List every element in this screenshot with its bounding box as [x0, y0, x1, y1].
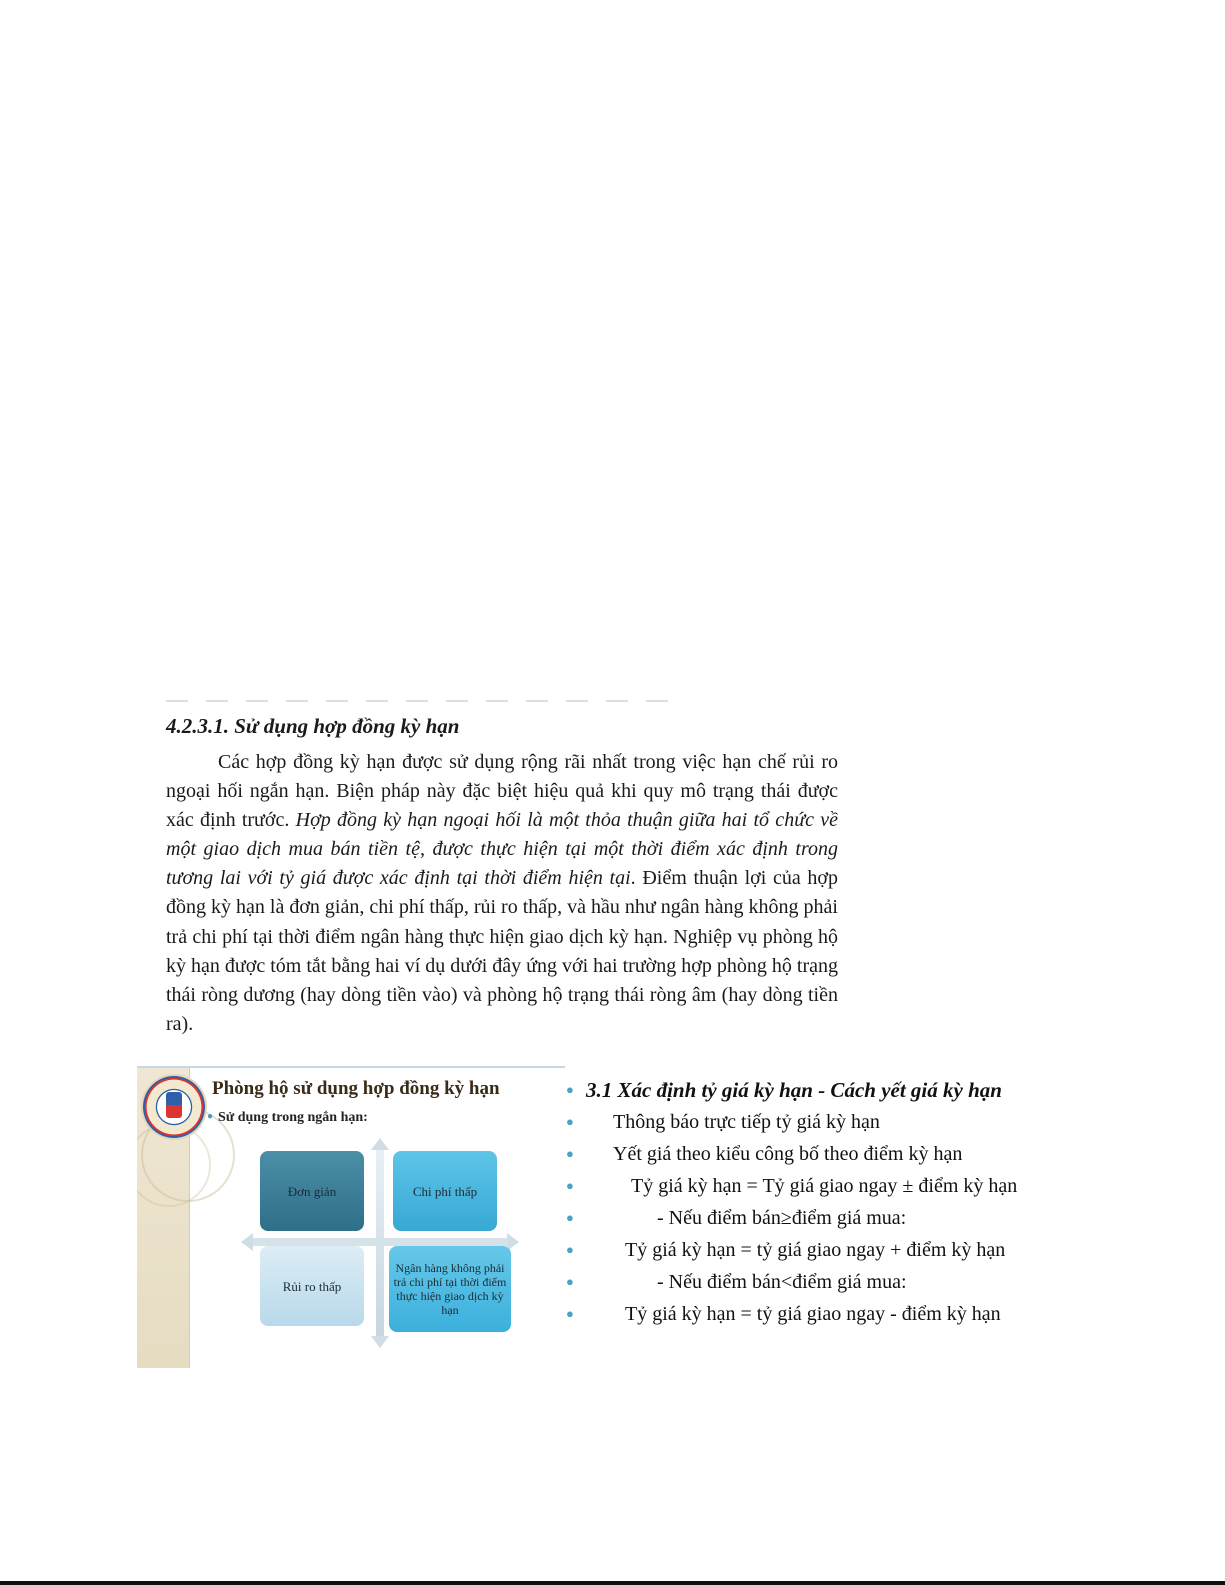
list-item: [566, 1074, 1086, 1106]
paragraph-definition-italic: Hợp đồng kỳ hạn ngoại hối là một thỏa thuận giữa hai tổ chức về một giao dịch mua bán tiền tệ, được thực hiện tại một thời điểm xác định trong tương lai với tỷ giá được xác định tại thời điểm hiện tại: [166, 809, 838, 890]
bullet-icon: ●: [566, 1242, 574, 1257]
list-item: [566, 1298, 1086, 1330]
quadrant-top-right: Chi phí thấp: [393, 1151, 497, 1231]
scan-crop-edge: [166, 700, 676, 702]
list-item: [566, 1202, 1086, 1234]
list-item-text: - Nếu điểm bán≥điểm giá mua:: [657, 1207, 907, 1229]
list-item-text: Yết giá theo kiểu công bố theo điểm kỳ hạn: [613, 1143, 963, 1165]
axis-arrow-up-icon: [371, 1138, 389, 1150]
list-item-text: Tỷ giá kỳ hạn = tỷ giá giao ngay - điểm kỳ hạn: [625, 1303, 1001, 1325]
text-section: [166, 712, 838, 1039]
quadrant-bottom-right: Ngân hàng không phải trả chi phí tại thời điểm thực hiện giao dịch kỳ hạn: [389, 1246, 511, 1332]
list-item: [566, 1234, 1086, 1266]
list-item-text: Thông báo trực tiếp tỷ giá kỳ hạn: [613, 1111, 880, 1133]
bullet-icon: ●: [566, 1178, 574, 1193]
slide-thumbnail: [137, 1066, 565, 1368]
slide-title: Phòng hộ sử dụng hợp đồng kỳ hạn: [212, 1078, 500, 1099]
section-heading: 4.2.3.1. Sử dụng hợp đồng kỳ hạn: [166, 714, 460, 738]
bullet-icon: ●: [566, 1274, 574, 1289]
section-paragraph: [166, 748, 838, 1039]
axis-arrow-down-icon: [371, 1336, 389, 1348]
paragraph-text-1: Các hợp đồng kỳ hạn được sử dụng rộng rãi nhất trong việc hạn chế rủi ro ngoại hối ngắn hạn. Biện pháp này đặc biệt hiệu quả khi quy mô trạng thái được xác định trước.: [166, 751, 838, 832]
list-item: [566, 1266, 1086, 1298]
list-item-text: Tỷ giá kỳ hạn = tỷ giá giao ngay + điểm kỳ hạn: [625, 1239, 1006, 1261]
list-item-text: Tỷ giá kỳ hạn = Tỷ giá giao ngay ± điểm kỳ hạn: [631, 1175, 1018, 1197]
quadrant-bottom-left: Rủi ro thấp: [260, 1246, 364, 1326]
bullet-icon: ●: [207, 1111, 214, 1122]
bullet-icon: ●: [566, 1146, 574, 1161]
paragraph-text-2: . Điểm thuận lợi của hợp đồng kỳ hạn là đơn giản, chi phí thấp, rủi ro thấp, và hầu như ngân hàng không phải trả chi phí tại thời điểm ngân hàng thực hiện giao dịch kỳ hạn. Nghiệp vụ phòng hộ kỳ hạn được tóm tắt bằng hai ví dụ dưới đây ứng với hai trường hợp phòng hộ trạng thái ròng dương (hay dòng tiền vào) và phòng hộ trạng thái ròng âm (hay dòng tiền ra).: [166, 867, 838, 1035]
bullet-icon: ●: [566, 1114, 574, 1129]
page-bottom-border: [0, 1581, 1225, 1585]
list-item: [566, 1170, 1086, 1202]
list-item-text: 3.1 Xác định tỷ giá kỳ hạn - Cách yết giá kỳ hạn: [586, 1078, 1002, 1102]
quadrant-top-left: Đơn giản: [260, 1151, 364, 1231]
list-item-text: - Nếu điểm bán<điểm giá mua:: [657, 1271, 907, 1293]
bullet-icon: ●: [566, 1210, 574, 1225]
bullet-list: [566, 1074, 1086, 1330]
bullet-icon: ●: [566, 1082, 574, 1097]
axis-arrow-left-icon: [241, 1233, 253, 1251]
horizontal-axis: [249, 1238, 511, 1246]
list-item: [566, 1106, 1086, 1138]
bullet-icon: ●: [566, 1306, 574, 1321]
list-item: [566, 1138, 1086, 1170]
slide-subtitle-text: Sử dụng trong ngắn hạn:: [218, 1110, 368, 1125]
